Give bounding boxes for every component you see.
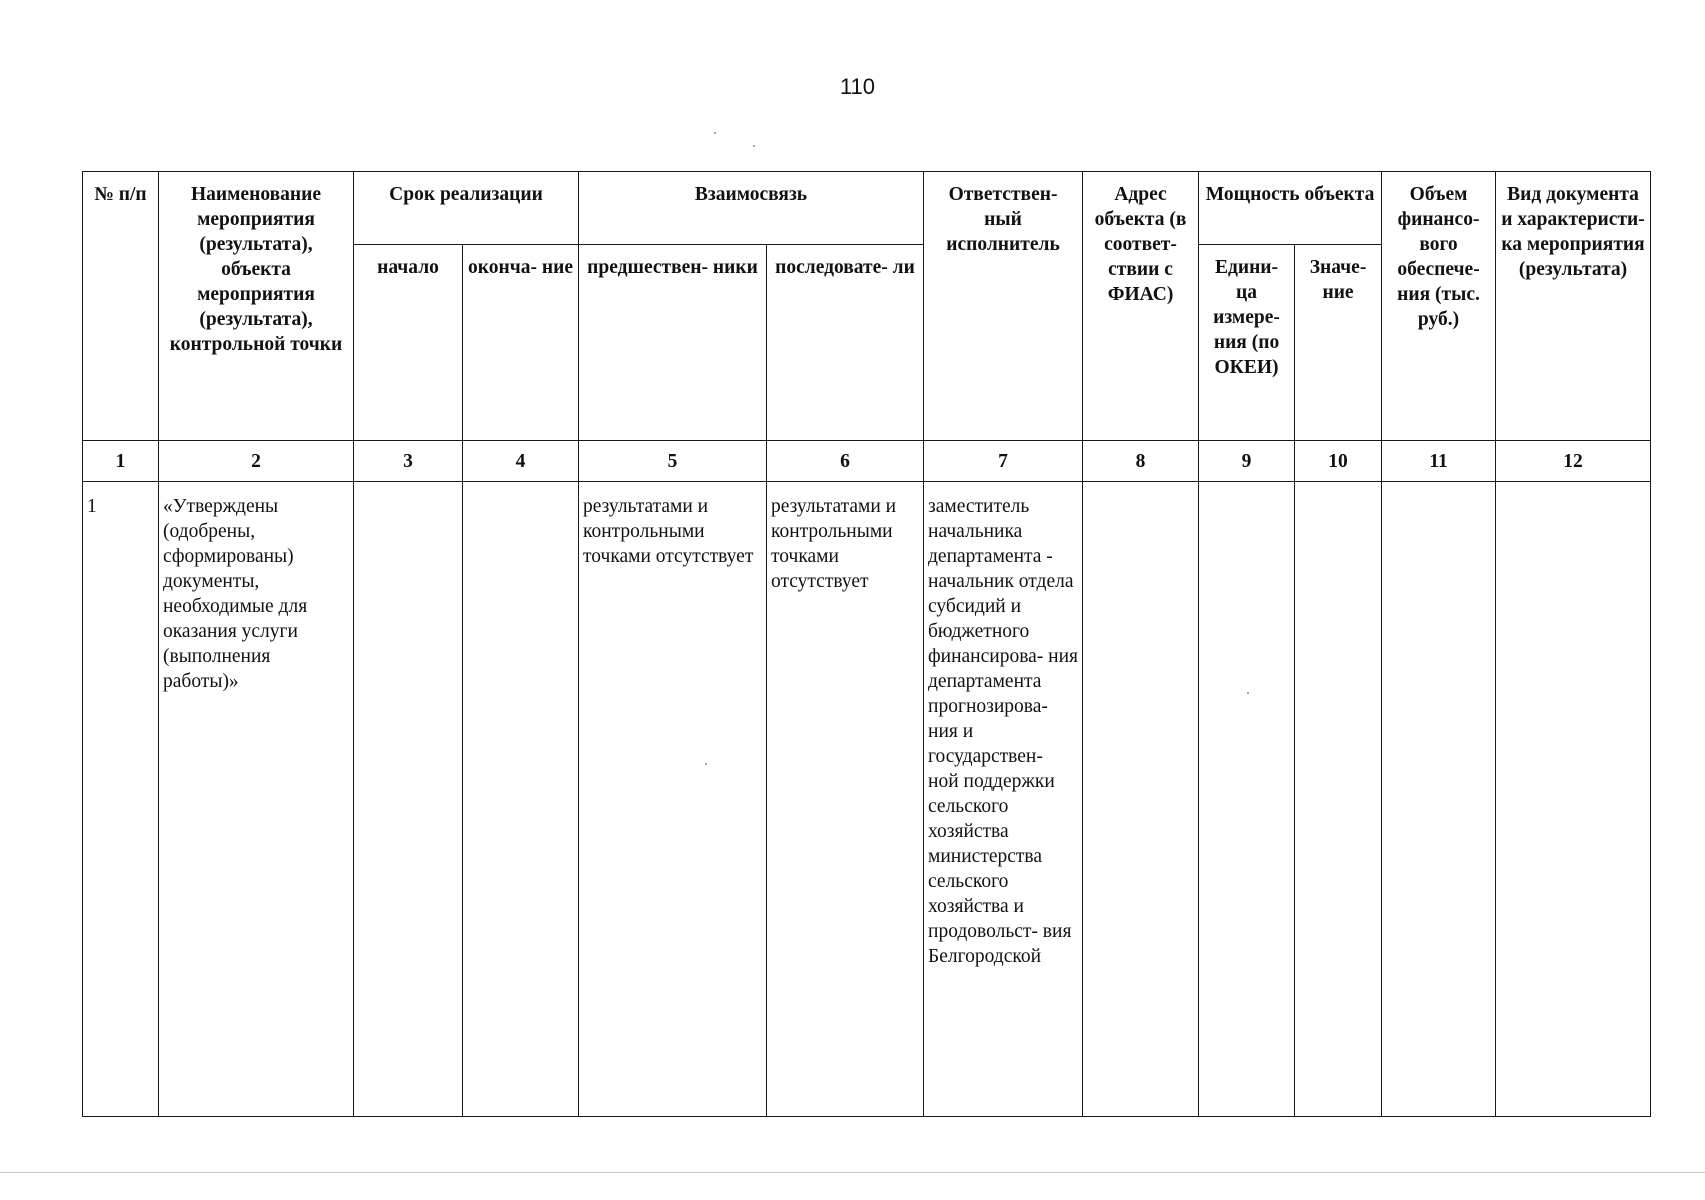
header-finance: Объем финансо- вого обеспече- ния (тыс. руб.) (1382, 172, 1496, 441)
header-capacity-value: Значе- ние (1295, 245, 1382, 441)
row-address (1083, 482, 1199, 1117)
scan-speck (714, 132, 716, 134)
column-number: 1 (83, 441, 159, 482)
table-row (83, 482, 1651, 1117)
header-capacity-group: Мощность объекта (1199, 172, 1382, 245)
row-successors: результатами и контрольными точками отсутствует (767, 482, 924, 1117)
column-number: 11 (1382, 441, 1496, 482)
header-doc-type: Вид документа и характеристи- ка мероприятия (результата) (1496, 172, 1651, 441)
header-timing-group: Срок реализации (354, 172, 579, 245)
scan-speck (1247, 692, 1249, 694)
scan-edge-line (0, 1172, 1705, 1173)
row-unit (1199, 482, 1295, 1117)
page-number: 110 (839, 74, 876, 99)
column-number: 12 (1496, 441, 1651, 482)
column-number: 7 (924, 441, 1083, 482)
column-number: 6 (767, 441, 924, 482)
column-number: 5 (579, 441, 767, 482)
header-responsible: Ответствен- ный исполнитель (924, 172, 1083, 441)
header-relation-group: Взаимосвязь (579, 172, 924, 245)
header-address: Адрес объекта (в соответ- ствии с ФИАС) (1083, 172, 1199, 441)
row-num: 1 (83, 482, 159, 1117)
scan-speck (705, 763, 707, 765)
column-number: 8 (1083, 441, 1199, 482)
row-start (354, 482, 463, 1117)
header-capacity-unit: Едини- ца измере- ния (по ОКЕИ) (1199, 245, 1295, 441)
column-number: 10 (1295, 441, 1382, 482)
column-number: 2 (159, 441, 354, 482)
header-name: Наименование мероприятия (результата), объекта мероприятия (результата), контрольной точки (159, 172, 354, 441)
column-number-row (83, 441, 1651, 482)
column-number: 9 (1199, 441, 1295, 482)
column-number: 4 (463, 441, 579, 482)
row-value (1295, 482, 1382, 1117)
header-relation-succ: последовате- ли (767, 245, 924, 441)
row-name: «Утверждены (одобрены, сформированы) документы, необходимые для оказания услуги (выполнения работы)» (159, 482, 354, 1117)
scan-speck (753, 145, 755, 147)
row-end (463, 482, 579, 1117)
row-responsible: заместитель начальника департамента - начальник отдела субсидий и бюджетного финансирова- ния департамента прогнозирова- ния и государствен- ной поддержки сельского хозяйства министерства сельского хозяйства и продовольст- вия Белгородской (924, 482, 1083, 1117)
row-finance (1382, 482, 1496, 1117)
row-predecessors: результатами и контрольными точками отсутствует (579, 482, 767, 1117)
header-timing-end: оконча- ние (463, 245, 579, 441)
header-row-top (83, 172, 1651, 245)
header-relation-pred: предшествен- ники (579, 245, 767, 441)
column-number: 3 (354, 441, 463, 482)
row-doc-type (1496, 482, 1651, 1117)
header-timing-start: начало (354, 245, 463, 441)
measures-table (82, 171, 1651, 1117)
header-num: № п/п (83, 172, 159, 441)
